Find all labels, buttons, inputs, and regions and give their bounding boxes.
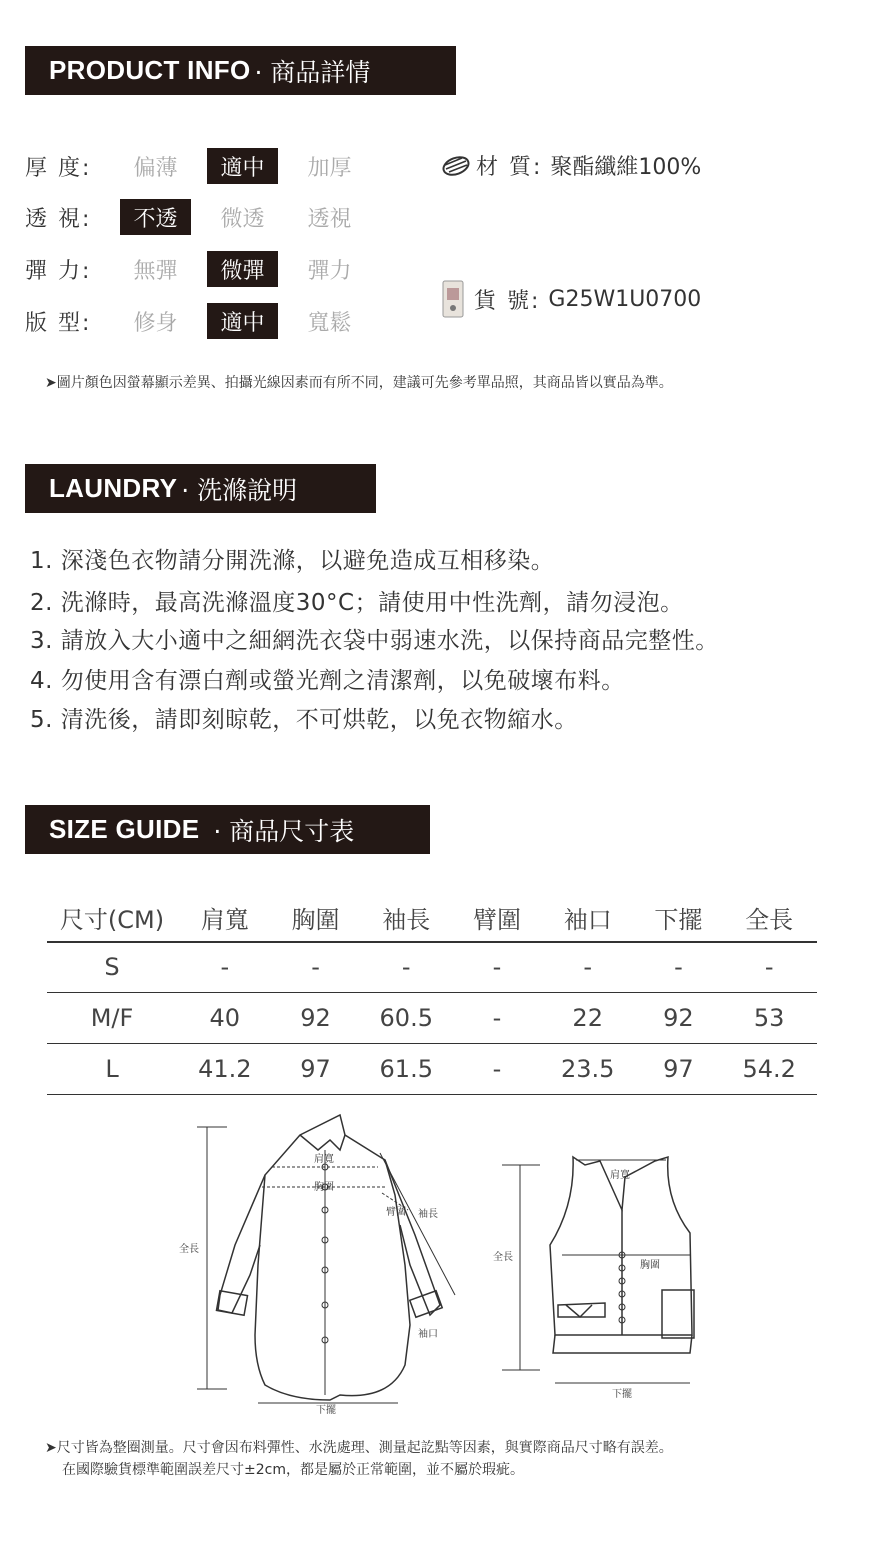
laundry-item: 1. 深淺色衣物請分開洗滌，以避免造成互相移染。: [30, 548, 555, 574]
table-cell: -: [401, 953, 411, 981]
table-row: [47, 1044, 817, 1095]
table-cell: 22: [572, 1004, 603, 1032]
vest-measure-lines: [502, 1160, 690, 1383]
attr-option: 無彈: [133, 258, 178, 284]
size-col-header: 袖口: [563, 905, 612, 934]
attr-row-elasticity: [25, 251, 381, 287]
material-label: 材 質:: [476, 155, 543, 180]
table-row: [47, 993, 817, 1044]
table-cell: L: [105, 1055, 119, 1083]
table-cell: 53: [753, 1004, 785, 1032]
size-col-header: 臂圍: [472, 905, 521, 934]
attr-row-transparency: [25, 199, 381, 235]
vest-label-length: 全長: [493, 1252, 513, 1263]
material-row: [440, 150, 701, 181]
sku-value: G25W1U0700: [548, 286, 702, 312]
table-cell: 92: [663, 1004, 694, 1032]
material-value: 聚酯纖維100%: [550, 155, 702, 180]
table-cell: -: [764, 953, 774, 981]
size-col-header: 肩寬: [200, 905, 249, 934]
vest-label-hem: 下擺: [612, 1389, 632, 1400]
product-info-title-zh: · 商品詳情: [254, 57, 371, 87]
table-cell: -: [311, 953, 320, 981]
shirt-label-chest: 胸圍: [314, 1182, 334, 1193]
table-cell: -: [583, 953, 593, 981]
shirt-label-cuff: 袖口: [418, 1329, 438, 1340]
table-cell: -: [492, 1055, 502, 1083]
table-cell: M/F: [90, 1004, 134, 1032]
table-cell: -: [220, 953, 230, 981]
tag-icon: [440, 278, 466, 320]
attr-option: 不透: [120, 199, 191, 235]
laundry-title-zh: · 洗滌說明: [181, 475, 298, 505]
size-guide-header: [25, 805, 430, 854]
measurement-diagram: [0, 1105, 875, 1425]
table-cell: -: [492, 1004, 502, 1032]
attr-row-fit: [25, 303, 381, 339]
shirt-label-sleeve: 袖長: [418, 1209, 438, 1220]
laundry-title-en: LAUNDRY: [49, 473, 178, 503]
table-cell: 97: [663, 1055, 694, 1083]
sku-row: [440, 278, 701, 320]
attr-label: 版 型:: [25, 310, 92, 336]
product-info-header: [25, 46, 456, 95]
attr-label: 厚 度:: [25, 155, 92, 181]
table-cell: 61.5: [379, 1055, 433, 1083]
table-row: [47, 942, 817, 993]
size-guide-title-en: SIZE GUIDE: [49, 814, 200, 844]
attr-label: 透 視:: [25, 206, 92, 232]
size-col-header: 全長: [745, 905, 794, 934]
table-cell: 23.5: [560, 1055, 615, 1083]
size-col-header: 下擺: [654, 905, 703, 934]
attr-option: 彈力: [307, 258, 352, 284]
attr-row-thickness: [25, 148, 381, 184]
sku-label: 貨 號:: [474, 288, 541, 314]
attr-label: 彈 力:: [25, 258, 92, 284]
table-cell: 60.5: [379, 1004, 433, 1032]
table-cell: 97: [300, 1055, 331, 1083]
table-cell: -: [492, 953, 502, 981]
size-table: [47, 893, 817, 1095]
attr-option: 微彈: [207, 251, 278, 287]
shirt-label-length: 全長: [179, 1244, 199, 1255]
color-disclaimer: ➤圖片顏色因螢幕顯示差異、拍攝光線因素而有所不同，建議可先參考單品照，其商品皆以實品為準。: [45, 375, 673, 391]
table-cell: -: [674, 953, 683, 981]
thread-icon: [440, 151, 472, 181]
attr-option: 加厚: [307, 155, 352, 181]
laundry-header: [25, 464, 376, 513]
laundry-item: 3. 請放入大小適中之細網洗衣袋中弱速水洗，以保持商品完整性。: [30, 628, 719, 654]
attr-option: 寬鬆: [307, 310, 352, 336]
laundry-item: 2. 洗滌時，最高洗滌溫度30°C；請使用中性洗劑，請勿浸泡。: [30, 590, 684, 616]
attr-option: 透視: [307, 206, 352, 232]
shirt-label-arm: 臂圍: [386, 1207, 406, 1218]
table-cell: 92: [300, 1004, 331, 1032]
size-note-line2: 在國際驗貨標準範圍誤差尺寸±2cm，都是屬於正常範圍，並不屬於瑕疵。: [62, 1462, 524, 1478]
vest-label-chest: 胸圍: [640, 1260, 660, 1271]
table-cell: 54.2: [742, 1055, 796, 1083]
attr-option: 微透: [220, 206, 265, 232]
size-table-header-row: [47, 893, 817, 942]
shirt-label-shoulder: 肩寬: [314, 1154, 334, 1165]
attr-option: 適中: [207, 148, 278, 184]
table-cell: 41.2: [198, 1055, 252, 1083]
vest-label-shoulder: 肩寬: [610, 1170, 630, 1181]
table-cell: 40: [209, 1004, 241, 1032]
size-col-header: 尺寸(CM): [59, 905, 165, 934]
product-info-title-en: PRODUCT INFO: [49, 55, 251, 85]
shirt-label-hem: 下擺: [316, 1405, 336, 1416]
shirt-measure-lines: [197, 1127, 455, 1403]
table-cell: S: [104, 953, 120, 981]
laundry-item: 4. 勿使用含有漂白劑或螢光劑之清潔劑，以免破壞布料。: [30, 668, 625, 694]
size-col-header: 胸圍: [291, 905, 340, 934]
size-guide-title-zh: · 商品尺寸表: [213, 816, 355, 846]
attr-option: 偏薄: [133, 155, 178, 181]
size-col-header: 袖長: [382, 905, 431, 934]
attr-option: 適中: [207, 303, 278, 339]
attr-option: 修身: [133, 310, 178, 336]
size-note-line1: ➤尺寸皆為整圈測量。尺寸會因布料彈性、水洗處理、測量起訖點等因素，與實際商品尺寸略有誤差。: [45, 1440, 673, 1456]
laundry-item: 5. 清洗後，請即刻晾乾，不可烘乾，以免衣物縮水。: [30, 707, 578, 733]
table-top-rule: [47, 942, 817, 943]
